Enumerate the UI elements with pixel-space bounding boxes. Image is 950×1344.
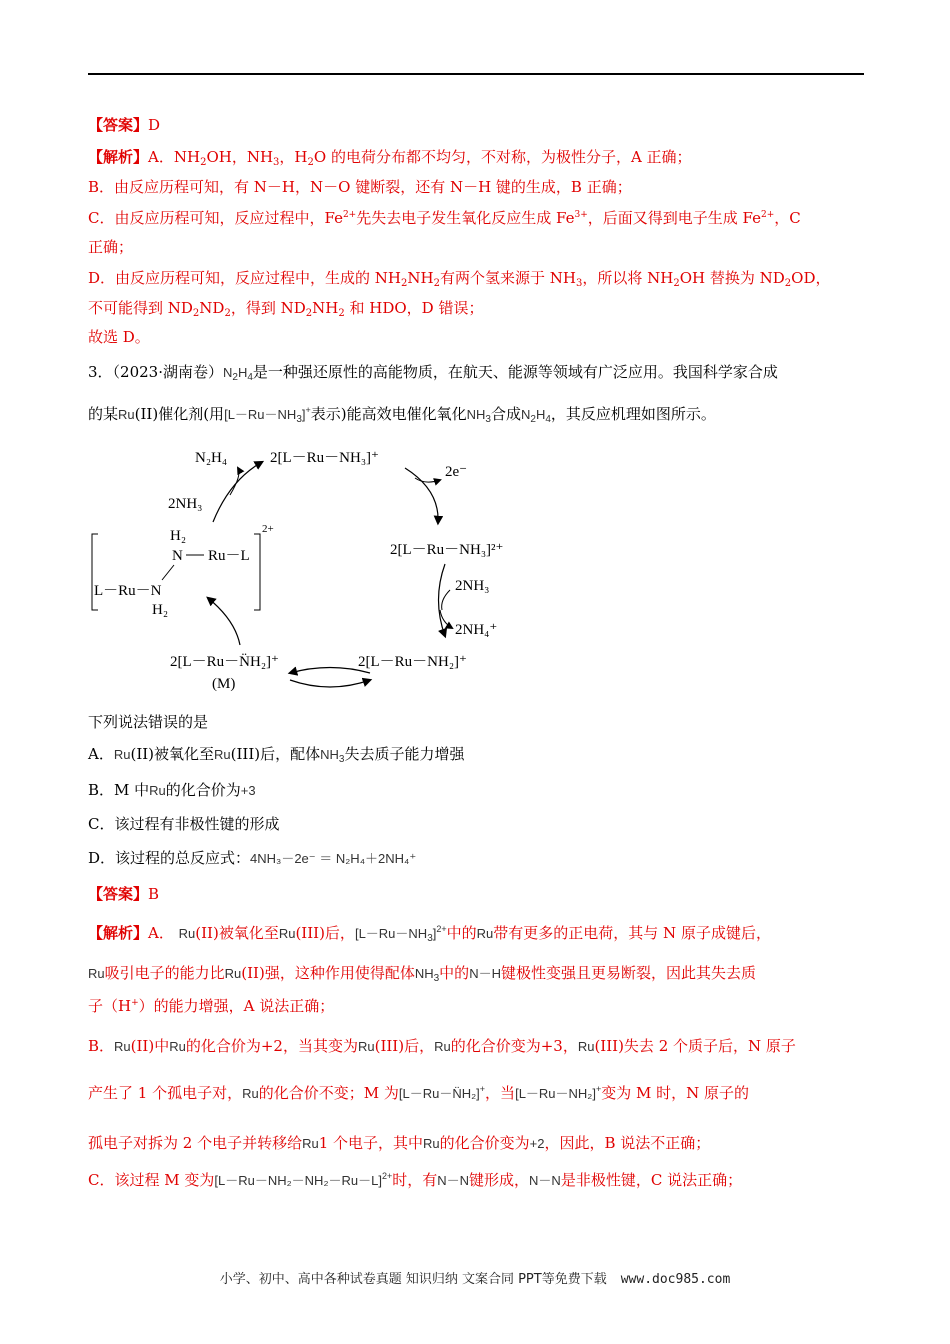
opt-d-1: D．该过程的总反应式： <box>88 849 251 867</box>
ru-symbol: Ru <box>178 926 196 941</box>
complex-formula: L－Ru－NH <box>358 926 428 941</box>
right-nh4: 2NH₄⁺ <box>455 622 498 638</box>
ru-symbol: Ru <box>278 926 296 941</box>
ru-symbol: Ru <box>242 1086 259 1101</box>
bottom-right-species: 2[L－Ru－NH₂]⁺ <box>358 654 467 670</box>
option-a[interactable]: A．Ru(II)被氧化至Ru(III)后，配体$NH_3$失去质子能力增强 <box>88 745 465 765</box>
b2-d2: 1 个电子，其中 <box>318 1134 424 1152</box>
a2-c1: 吸引电子的能力比 <box>104 964 225 982</box>
d-part5: OD， <box>791 269 831 287</box>
dimer-n-top: N <box>172 548 183 564</box>
analysis2-c-line: C．该过程 M 变为$[L-Ru-NH_2-NH_2-Ru-L]^{2+}$时，有N－N键形成，N－N是非极性键，C 说法正确； <box>88 1171 743 1189</box>
c2-4: 是非极性键，C 说法正确； <box>560 1171 743 1189</box>
analysis2-a-cont: Ru吸引电子的能力比Ru(II)强，这种作用使得配体$NH_3$中的N－H键极性变强且更易断裂，因此其失去质 <box>88 964 756 984</box>
c2-3: 键形成， <box>469 1171 530 1189</box>
n2h4-product: N₂H₄ <box>195 450 228 466</box>
a2-c3: 中的 <box>439 964 470 982</box>
nh3-reactant: 2NH₃ <box>168 496 203 512</box>
opt-a-2: (II)被氧化至 <box>130 745 215 763</box>
ru-symbol: Ru <box>149 783 166 798</box>
footer-site-link[interactable]: www.doc985.com <box>620 1272 731 1287</box>
dimer-formula: L－Ru－NH₂－NH₂－Ru－L <box>218 1173 379 1188</box>
arrow-top-to-right <box>405 468 438 523</box>
ru-symbol: Ru <box>577 1039 595 1054</box>
analysis-label: 【解析】 <box>88 148 149 166</box>
b2-c3: ，当 <box>485 1084 516 1102</box>
a2-c2: (II)强，这种作用使得配体 <box>241 964 415 982</box>
dimer-ru-l: Ru－L <box>208 548 250 564</box>
dimer-charge: 2+ <box>262 523 274 535</box>
ru-symbol: Ru <box>169 1039 186 1054</box>
d-cont1: 不可能得到 ND <box>88 299 193 317</box>
right-nh3: 2NH₃ <box>455 578 490 594</box>
b2-d1: 孤电子对拆为 2 个电子并转移给 <box>88 1134 303 1152</box>
c-part2: 先失去电子发生氧化反应生成 Fe <box>356 209 575 227</box>
answer-value: D <box>148 116 161 134</box>
arrow-dimer-to-top <box>213 462 262 522</box>
ru-symbol: Ru <box>214 747 231 762</box>
q3-l2-4: 合成 <box>490 405 521 423</box>
right-species: 2[L－Ru－NH₃]²⁺ <box>390 542 504 558</box>
ru-symbol: Ru <box>357 1039 375 1054</box>
top-species: 2[L－Ru－NH₃]⁺ <box>270 450 379 466</box>
opt-a-4: 失去质子能力增强 <box>344 745 465 763</box>
n-h-bond: N－H <box>469 966 501 981</box>
answer-line-1 <box>88 115 868 135</box>
q3-source: 3．（2023·湖南卷） <box>88 363 223 381</box>
analysis2-b-cont2 <box>88 1133 868 1154</box>
dimer-bracket-right <box>254 534 260 610</box>
a2-4: 中的 <box>446 924 477 942</box>
analysis2-b-cont: 产生了 1 个孤电子对，Ru的化合价不变；M 为[L－Ru－N̈H₂]+，当[L－Ru－NH₂]+变为 M 时，N 原子的 <box>88 1084 750 1102</box>
option-c[interactable]: C．该过程有非极性键的形成 <box>88 815 280 833</box>
ru-symbol: Ru <box>476 926 494 941</box>
analysis-d-line: D．由反应历程可知，反应过程中，生成的 $NH_2NH_2$有两个氢来源于 $NH_3$，所以将 $NH_2OH$ 替换为 $ND_2OD$， <box>88 269 831 289</box>
analysis-a-line: 【解析】A．$NH_2OH$，$NH_3$，$H_2O$ 的电荷分布都不均匀，不对称，为极性分子，A 正确； <box>88 148 692 168</box>
b2-5: 的化合价变为+3， <box>450 1037 578 1055</box>
b2-1: B． <box>88 1037 115 1055</box>
q3-intro-text: 是一种强还原性的高能物质，在航天、能源等领域有广泛应用。我国科学家合成 <box>252 363 778 381</box>
option-d[interactable] <box>88 848 868 869</box>
opt-b-value: +3 <box>240 783 256 798</box>
d-cont2: ，得到 ND <box>230 299 306 317</box>
total-equation: 4NH₃－2e⁻ ＝ N₂H₄＋2NH₄⁺ <box>250 851 417 866</box>
d-part1: D．由反应历程可知，反应过程中，生成的 NH <box>88 269 402 287</box>
analysis2-b-line <box>88 1036 868 1057</box>
b2-c2: 的化合价不变；M 为 <box>258 1084 399 1102</box>
a2-1: A． <box>148 924 174 942</box>
analysis-conclusion: 故选 D。 <box>88 328 150 346</box>
d-cont3: 和 HDO，D 错误； <box>344 299 484 317</box>
complex-formula: L－Ru－NH <box>227 407 297 422</box>
answer-line-2 <box>88 884 868 904</box>
a2-c5: 子（H <box>88 997 132 1015</box>
c2-2: 时，有 <box>392 1171 438 1189</box>
d-part2: 有两个氢来源于 NH <box>439 269 576 287</box>
a2-c4: 键极性变强且更易断裂，因此其失去质 <box>500 964 756 982</box>
ru-symbol: Ru <box>113 747 131 762</box>
q3-l2-5: ，其反应机理如图所示。 <box>550 405 716 423</box>
nh2-ion: L－Ru－NH₂ <box>518 1086 593 1101</box>
page-footer <box>0 1268 950 1287</box>
analysis-c-line: C．由反应历程可知，反应过程中，$Fe^{2+}$先失去电子发生氧化反应生成 $Fe^{3+}$，后面又得到电子生成 $Fe^{2+}$，C <box>88 209 801 227</box>
plus2-value: +2 <box>529 1136 545 1151</box>
answer-value: B <box>148 885 160 903</box>
arrow-nh3-in <box>442 590 450 610</box>
opt-b-1: B．M 中 <box>88 781 150 799</box>
n-n-bond: N－N <box>437 1173 470 1188</box>
analysis-a-mid1: OH，NH <box>206 148 274 166</box>
analysis2-a-cont2: 子（H+）的能力增强，A 说法正确； <box>88 997 335 1015</box>
answer-label: 【答案】 <box>88 116 149 134</box>
opt-b-2: 的化合价为 <box>165 781 241 799</box>
mechanism-diagram <box>80 440 540 700</box>
b2-d4: ，因此，B 说法不正确； <box>544 1134 711 1152</box>
c-part4: ，C <box>774 209 801 227</box>
ru-symbol: Ru <box>302 1136 319 1151</box>
analysis2-a-line: 【解析】A． Ru(II)被氧化至Ru(III)后，$[L-Ru-NH_3]^{2+}$中的Ru带有更多的正电荷，其与 N 原子成键后， <box>88 924 771 944</box>
top-rule <box>88 73 864 75</box>
analysis-c-cont: 正确； <box>88 238 134 256</box>
ru-symbol: Ru <box>88 966 105 981</box>
question-stem: 下列说法错误的是 <box>88 713 209 731</box>
footer-text: 小学、初中、高中各种试卷真题 知识归纳 文案合同 PPT等免费下载 <box>219 1272 607 1287</box>
bottom-left-species: 2[L－Ru－N̈H₂]⁺ <box>170 654 279 670</box>
q3-l2-1: 的某 <box>88 405 119 423</box>
ru-symbol: Ru <box>423 1136 440 1151</box>
dimer-h2-bot: H₂ <box>152 602 169 618</box>
d-part4: OH 替换为 ND <box>679 269 785 287</box>
question-3-intro: 3．（2023·湖南卷）$N_2H_4$是一种强还原性的高能物质，在航天、能源等领域有广泛应用。我国科学家合成 <box>88 363 778 383</box>
c-part1: C．由反应历程可知，反应过程中，Fe <box>88 209 343 227</box>
d-part3: ，所以将 NH <box>582 269 674 287</box>
c2-1: C．该过程 M 变为 <box>88 1171 215 1189</box>
analysis-a-mid3: O 的电荷分布都不均匀，不对称，为极性分子，A 正确； <box>313 148 692 166</box>
a2-c6: ）的能力增强，A 说法正确； <box>138 997 335 1015</box>
b2-4: (III)后， <box>374 1037 435 1055</box>
arrow-right-down <box>439 564 446 636</box>
opt-a-3: (III)后，配体 <box>230 745 321 763</box>
a2-5: 带有更多的正电荷，其与 N 原子成键后， <box>493 924 771 942</box>
ru-symbol: Ru <box>434 1039 451 1054</box>
analysis-label: 【解析】 <box>88 924 149 942</box>
m-formula: L－Ru－N̈H₂ <box>402 1086 477 1101</box>
analysis-a-prefix: A． <box>148 148 174 166</box>
a2-2: (II)被氧化至 <box>195 924 279 942</box>
answer-label: 【答案】 <box>88 885 149 903</box>
b2-3: 的化合价为+2，当其变为 <box>185 1037 358 1055</box>
opt-a-label: A． <box>88 745 114 763</box>
b2-2: (II)中 <box>130 1037 170 1055</box>
ru-symbol: Ru <box>224 966 242 981</box>
equilibrium-arrow-bottom <box>290 680 370 687</box>
q3-l2-2: (II)催化剂(用 <box>134 405 225 423</box>
b2-6: (III)失去 2 个质子后，N 原子 <box>594 1037 796 1055</box>
dimer-l-ru-n: L－Ru－N <box>94 583 162 599</box>
electron-loss: 2e⁻ <box>445 464 468 480</box>
m-label: (M) <box>212 676 236 692</box>
n-n-bond: N－N <box>529 1173 561 1188</box>
ru-symbol: Ru <box>118 407 135 422</box>
q3-l2-3: 表示)能高效电催化氧化 <box>310 405 467 423</box>
analysis-d-cont: 不可能得到 $ND_2ND_2$，得到 $ND_2NH_2$ 和 HDO，D 错误； <box>88 299 484 319</box>
b2-c1: 产生了 1 个孤电子对， <box>88 1084 243 1102</box>
ru-symbol: Ru <box>114 1039 131 1054</box>
option-b[interactable] <box>88 780 868 801</box>
analysis-b-line: B．由反应历程可知，有 N－H，N－O 键断裂，还有 N－H 键的生成，B 正确； <box>88 178 632 196</box>
b2-c4: 变为 M 时，N 原子的 <box>601 1084 750 1102</box>
b2-d3: 的化合价变为 <box>439 1134 530 1152</box>
dimer-h2-top: H₂ <box>170 528 187 544</box>
analysis-a-mid2: ，H <box>279 148 308 166</box>
question-3-line2: 的某Ru(II)催化剂(用$[L-Ru-NH_3]^+$表示)能高效电催化氧化$NH_3$合成$N_2H_4$，其反应机理如图所示。 <box>88 405 716 425</box>
c-part3: ，后面又得到电子生成 Fe <box>587 209 761 227</box>
arrow-m-to-dimer <box>208 598 240 645</box>
a2-3: (III)后， <box>295 924 355 942</box>
